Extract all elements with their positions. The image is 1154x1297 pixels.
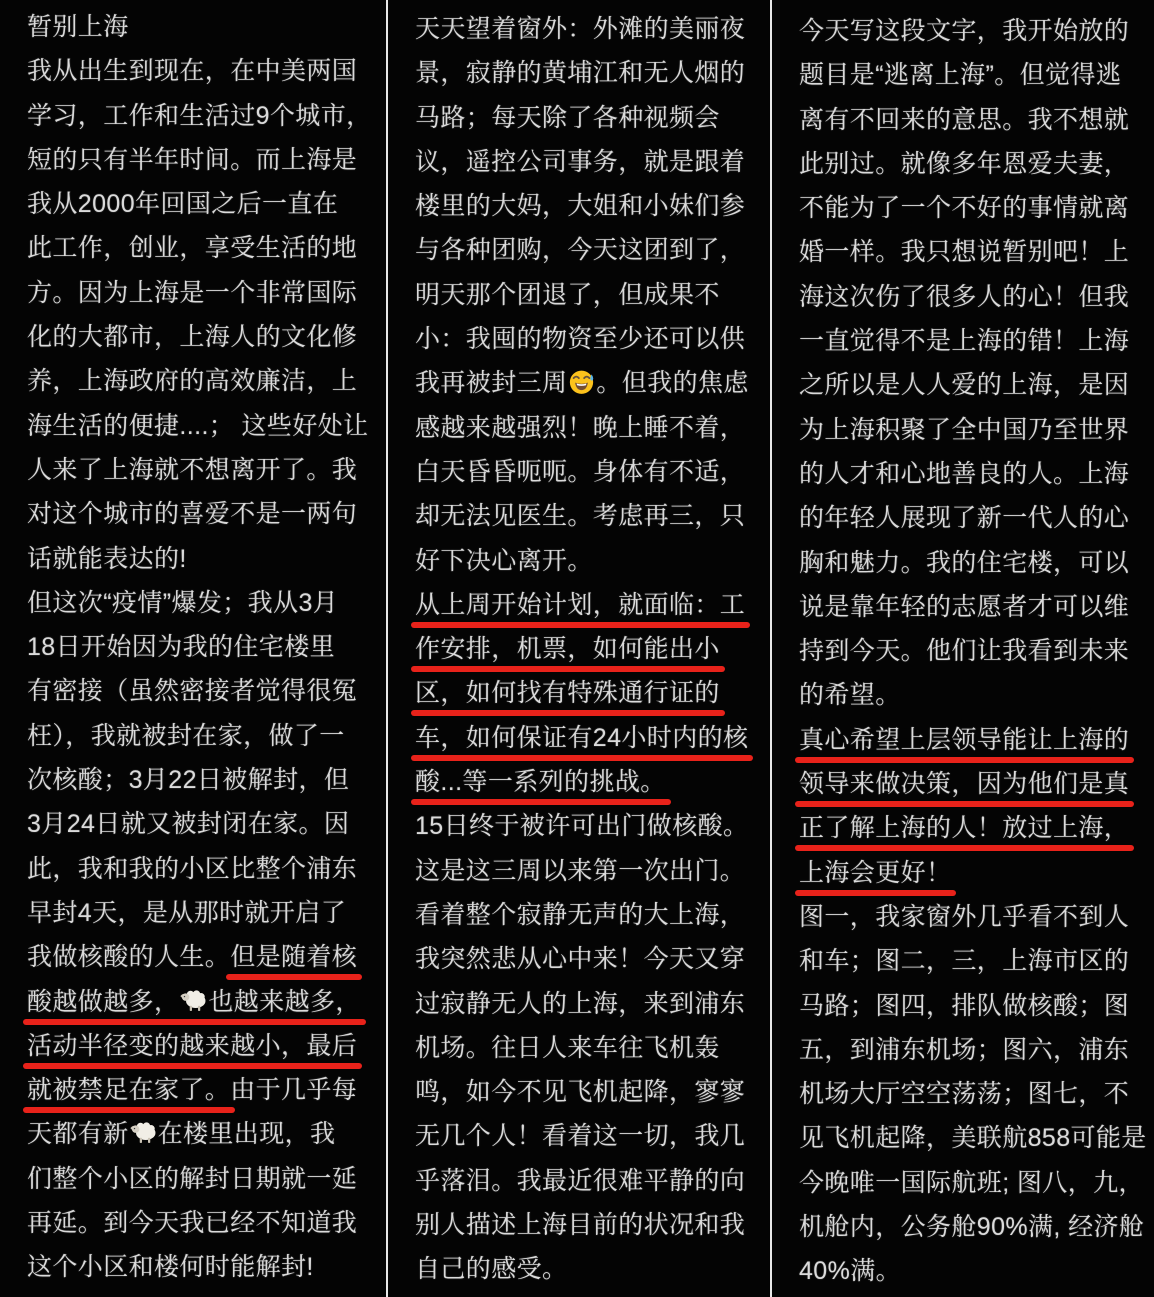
- column-divider: [386, 0, 388, 1297]
- text-line: [27, 1068, 364, 1112]
- text-segment: 但这次“疫情”爆发；我从3月: [27, 588, 339, 617]
- text-line: [799, 718, 1132, 762]
- text-column-1-lines: [0, 0, 386, 1290]
- text-line: [415, 228, 748, 272]
- text-segment: 过寂静无人的上海，来到浦东: [415, 989, 746, 1018]
- text-segment: 鸣，如今不见飞机起降，寥寥: [415, 1078, 746, 1107]
- text-segment: 看着整个寂静无声的大上海，: [415, 900, 746, 929]
- text-segment: 此，我和我的小区比整个浦东: [27, 854, 358, 883]
- text-line: [415, 184, 748, 228]
- text-line: [27, 537, 364, 581]
- text-column-1: [0, 0, 386, 1297]
- text-line: [415, 937, 748, 981]
- text-segment: 的人才和心地善良的人。上海: [799, 459, 1130, 488]
- text-segment: 18日开始因为我的住宅楼里: [27, 633, 336, 662]
- red-underlined-text: 但是随着核: [230, 943, 358, 972]
- text-line: [27, 847, 364, 891]
- text-segment: 五，到浦东机场；图六，浦东: [799, 1035, 1130, 1064]
- text-segment: 胸和魅力。我的住宅楼，可以: [799, 548, 1130, 577]
- text-segment: 的年轻人展现了新一代人的心: [799, 504, 1130, 533]
- text-line: [799, 186, 1132, 230]
- text-segment: 养，上海政府的高效廉洁，上: [27, 367, 358, 396]
- red-underlined-text: 区，如何找有特殊通行证的: [415, 679, 720, 708]
- red-underlined-text: 从上周开始计划，就面临：工: [415, 590, 746, 619]
- text-line: [27, 448, 364, 492]
- text-line: [799, 541, 1132, 585]
- text-line: [415, 893, 748, 937]
- text-line: [27, 1245, 364, 1289]
- text-line: [415, 96, 748, 140]
- text-line: [799, 984, 1132, 1028]
- text-segment: 景，寂静的黄埔江和无人烟的: [415, 59, 746, 88]
- text-line: [799, 851, 1132, 895]
- text-line: [415, 1070, 748, 1114]
- text-line: [415, 273, 748, 317]
- text-segment: 这个小区和楼何时能解封!: [27, 1253, 314, 1282]
- text-segment: 话就能表达的!: [27, 544, 187, 573]
- text-segment: 别人描述上海目前的状况和我: [415, 1211, 746, 1240]
- text-segment: 白天昏昏呃呃。身体有不适，: [415, 457, 746, 486]
- column-divider: [770, 0, 772, 1297]
- text-segment: 短的只有半年时间。而上海是: [27, 145, 358, 174]
- text-line: [799, 895, 1132, 939]
- text-line: [799, 98, 1132, 142]
- text-segment: 对这个城市的喜爱不是一两句: [27, 500, 358, 529]
- text-segment: 再延。到今天我已经不知道我: [27, 1209, 358, 1238]
- text-segment: 机舱内，公务舱90%满, 经济舱: [799, 1213, 1145, 1242]
- text-line: [415, 317, 748, 361]
- text-segment: 暂别上海: [27, 13, 129, 41]
- text-line: [799, 585, 1132, 629]
- text-line: [27, 625, 364, 669]
- text-line: [799, 363, 1132, 407]
- text-line: [799, 673, 1132, 717]
- text-segment: 议，遥控公司事务，就是跟着: [415, 147, 746, 176]
- text-segment: 离有不回来的意思。我不想就: [799, 105, 1130, 134]
- text-line: [415, 1247, 748, 1291]
- text-segment: 化的大都市，上海人的文化修: [27, 323, 358, 352]
- text-segment: 机场。往日人来车往飞机轰: [415, 1033, 720, 1062]
- text-segment: 方。因为上海是一个非常国际: [27, 278, 358, 307]
- text-segment: 我突然悲从心中来！今天又穿: [415, 945, 746, 974]
- text-segment: 婚一样。我只想说暂别吧！上: [799, 238, 1130, 267]
- text-segment: 感越来越强烈！晚上睡不着，: [415, 413, 746, 442]
- text-line: [27, 980, 364, 1024]
- red-underlined-text: 上海会更好！: [799, 858, 952, 887]
- text-line: [415, 7, 748, 51]
- text-segment: 们整个小区的解封日期就一延: [27, 1164, 358, 1193]
- text-line: [27, 138, 364, 182]
- text-segment: 此工作，创业，享受生活的地: [27, 234, 358, 263]
- text-line: [27, 758, 364, 802]
- red-underlined-text: 正了解上海的人！放过上海，: [799, 814, 1130, 843]
- red-underlined-text: 领导来做决策，因为他们是真: [799, 770, 1130, 799]
- sweat-smile-emoji: [568, 368, 595, 395]
- text-segment: 今晚唯一国际航班; 图八，九，: [799, 1168, 1144, 1197]
- text-segment: 这是这三周以来第一次出门。: [415, 856, 746, 885]
- text-segment: 由于几乎每: [230, 1076, 358, 1105]
- text-line: [27, 404, 369, 448]
- text-line: [799, 142, 1132, 186]
- text-segment: 的希望。: [799, 681, 901, 710]
- text-line: [415, 406, 748, 450]
- text-line: [799, 408, 1132, 452]
- text-segment: 海这次伤了很多人的心！但我: [799, 282, 1130, 311]
- text-segment: 次核酸；3月22日被解封，但: [27, 766, 350, 795]
- text-segment: 我做核酸的人生。: [27, 943, 231, 972]
- text-line: [799, 806, 1132, 850]
- text-segment: 海生活的便捷....； 这些好处让: [27, 411, 369, 440]
- text-line: [799, 1249, 1132, 1293]
- text-line: [799, 1072, 1132, 1116]
- red-underlined-text: 真心希望上层领导能让上海的: [799, 725, 1130, 754]
- text-segment: 天都有新 在楼里出现，我: [27, 1120, 336, 1149]
- text-segment: 天天望着窗外：外滩的美丽夜: [415, 15, 746, 43]
- text-column-2: [388, 0, 770, 1297]
- text-line: [415, 583, 748, 627]
- text-line: [415, 1114, 748, 1158]
- text-segment: 说是靠年轻的志愿者才可以维: [799, 592, 1130, 621]
- text-line: [799, 452, 1132, 496]
- text-line: [799, 275, 1132, 319]
- text-line: [415, 51, 748, 95]
- red-underlined-text: 车，如何保证有24小时内的核: [415, 723, 749, 752]
- text-line: [27, 315, 364, 359]
- text-line: [799, 1028, 1132, 1072]
- text-segment: 明天那个团退了，但成果不: [415, 280, 720, 309]
- text-line: [27, 226, 364, 270]
- text-line: [27, 182, 364, 226]
- text-line: [27, 492, 364, 536]
- text-segment: 为上海积聚了全中国乃至世界: [799, 415, 1130, 444]
- text-line: [415, 716, 748, 760]
- text-segment: 却无法见医生。考虑再三，只: [415, 502, 746, 531]
- text-line: [799, 1116, 1147, 1160]
- text-segment: 持到今天。他们让我看到未来: [799, 637, 1130, 666]
- text-line: [799, 230, 1132, 274]
- sheep-emoji: [130, 1119, 157, 1146]
- text-segment: 马路；每天除了各种视频会: [415, 103, 720, 132]
- text-line: [415, 361, 748, 405]
- text-segment: 无几个人！看着这一切，我几: [415, 1122, 746, 1151]
- red-underlined-text: 作安排，机票，如何能出小: [415, 635, 720, 664]
- text-segment: 和车；图二，三，上海市区的: [799, 947, 1130, 976]
- text-line: [27, 94, 372, 138]
- text-line: [27, 271, 364, 315]
- text-line: [27, 891, 364, 935]
- text-line: [415, 539, 748, 583]
- text-segment: 我从出生到现在，在中美两国: [27, 57, 358, 86]
- text-segment: 见飞机起降，美联航858可能是: [799, 1124, 1147, 1153]
- text-line: [415, 140, 748, 184]
- text-line: [415, 494, 748, 538]
- text-segment: 之所以是人人爱的上海，是因: [799, 371, 1130, 400]
- text-segment: 好下决心离开。: [415, 546, 593, 575]
- text-column-3-lines: [772, 0, 1154, 1294]
- text-line: [799, 53, 1132, 97]
- text-line: [27, 1201, 364, 1245]
- text-segment: 40%满。: [799, 1257, 902, 1286]
- red-underlined-text: 活动半径变的越来越小，最后: [27, 1031, 358, 1060]
- text-line: [27, 1112, 364, 1156]
- text-line: [27, 802, 364, 846]
- text-line: [27, 1024, 364, 1068]
- text-segment: 15日终于被许可出门做核酸。: [415, 812, 749, 841]
- text-line: [415, 671, 748, 715]
- text-line: [415, 849, 748, 893]
- text-line: [799, 9, 1132, 53]
- text-line: [27, 49, 364, 93]
- text-line: [415, 1203, 748, 1247]
- text-line: [27, 359, 364, 403]
- text-segment: 乎落泪。我最近很难平静的向: [415, 1166, 746, 1195]
- text-line: [415, 1159, 748, 1203]
- text-segment: 有密接（虽然密接者觉得很冤: [27, 677, 358, 706]
- text-line: [27, 669, 364, 713]
- red-underlined-text: 就被禁足在家了。: [27, 1076, 231, 1105]
- text-segment: 此别过。就像多年恩爱夫妻，: [799, 149, 1130, 178]
- text-line: [799, 1161, 1144, 1205]
- text-segment: 题目是“逃离上海”。但觉得逃: [799, 61, 1122, 90]
- text-segment: 我从2000年回国之后一直在: [27, 190, 339, 219]
- text-line: [27, 581, 364, 625]
- text-line: [415, 627, 748, 671]
- text-column-2-lines: [388, 0, 770, 1292]
- text-line: [799, 496, 1132, 540]
- text-segment: 今天写这段文字，我开始放的: [799, 17, 1130, 45]
- text-segment: 不能为了一个不好的事情就离: [799, 194, 1130, 223]
- text-line: [27, 1157, 364, 1201]
- text-segment: 早封4天，是从那时就开启了: [27, 898, 347, 927]
- text-segment: 一直觉得不是上海的错！上海: [799, 327, 1130, 356]
- text-segment: 学习，工作和生活过9个城市，: [27, 101, 372, 130]
- text-segment: 楼里的大妈，大姐和小妹们参: [415, 192, 746, 221]
- text-segment: 我再被封三周 。但我的焦虑: [415, 369, 749, 398]
- text-segment: 小：我囤的物资至少还可以供: [415, 325, 746, 354]
- text-segment: 自己的感受。: [415, 1255, 568, 1284]
- text-segment: 3月24日就又被封闭在家。因: [27, 810, 350, 839]
- text-line: [799, 762, 1132, 806]
- text-column-3: [772, 0, 1154, 1297]
- text-line: [415, 760, 748, 804]
- text-line: [415, 1026, 748, 1070]
- text-segment: 机场大厅空空荡荡；图七，不: [799, 1080, 1130, 1109]
- text-line: [799, 939, 1132, 983]
- text-line: [799, 319, 1132, 363]
- text-line: [415, 450, 748, 494]
- text-segment: 与各种团购，今天这团到了，: [415, 236, 746, 265]
- text-line: [415, 804, 748, 848]
- text-line: [799, 1205, 1145, 1249]
- text-segment: 枉），我就被封在家，做了一: [27, 721, 345, 750]
- text-line: [27, 935, 364, 979]
- text-line: [27, 5, 364, 49]
- red-underlined-text: 酸越做越多， 也越来越多，: [27, 987, 361, 1016]
- sheep-emoji: [180, 987, 207, 1014]
- text-line: [27, 714, 364, 758]
- text-segment: 图一，我家窗外几乎看不到人: [799, 902, 1130, 931]
- text-segment: 人来了上海就不想离开了。我: [27, 455, 358, 484]
- red-underlined-text: 酸...等一系列的挑战。: [415, 768, 666, 797]
- text-segment: 马路；图四，排队做核酸；图: [799, 991, 1130, 1020]
- text-line: [415, 982, 748, 1026]
- text-line: [799, 629, 1132, 673]
